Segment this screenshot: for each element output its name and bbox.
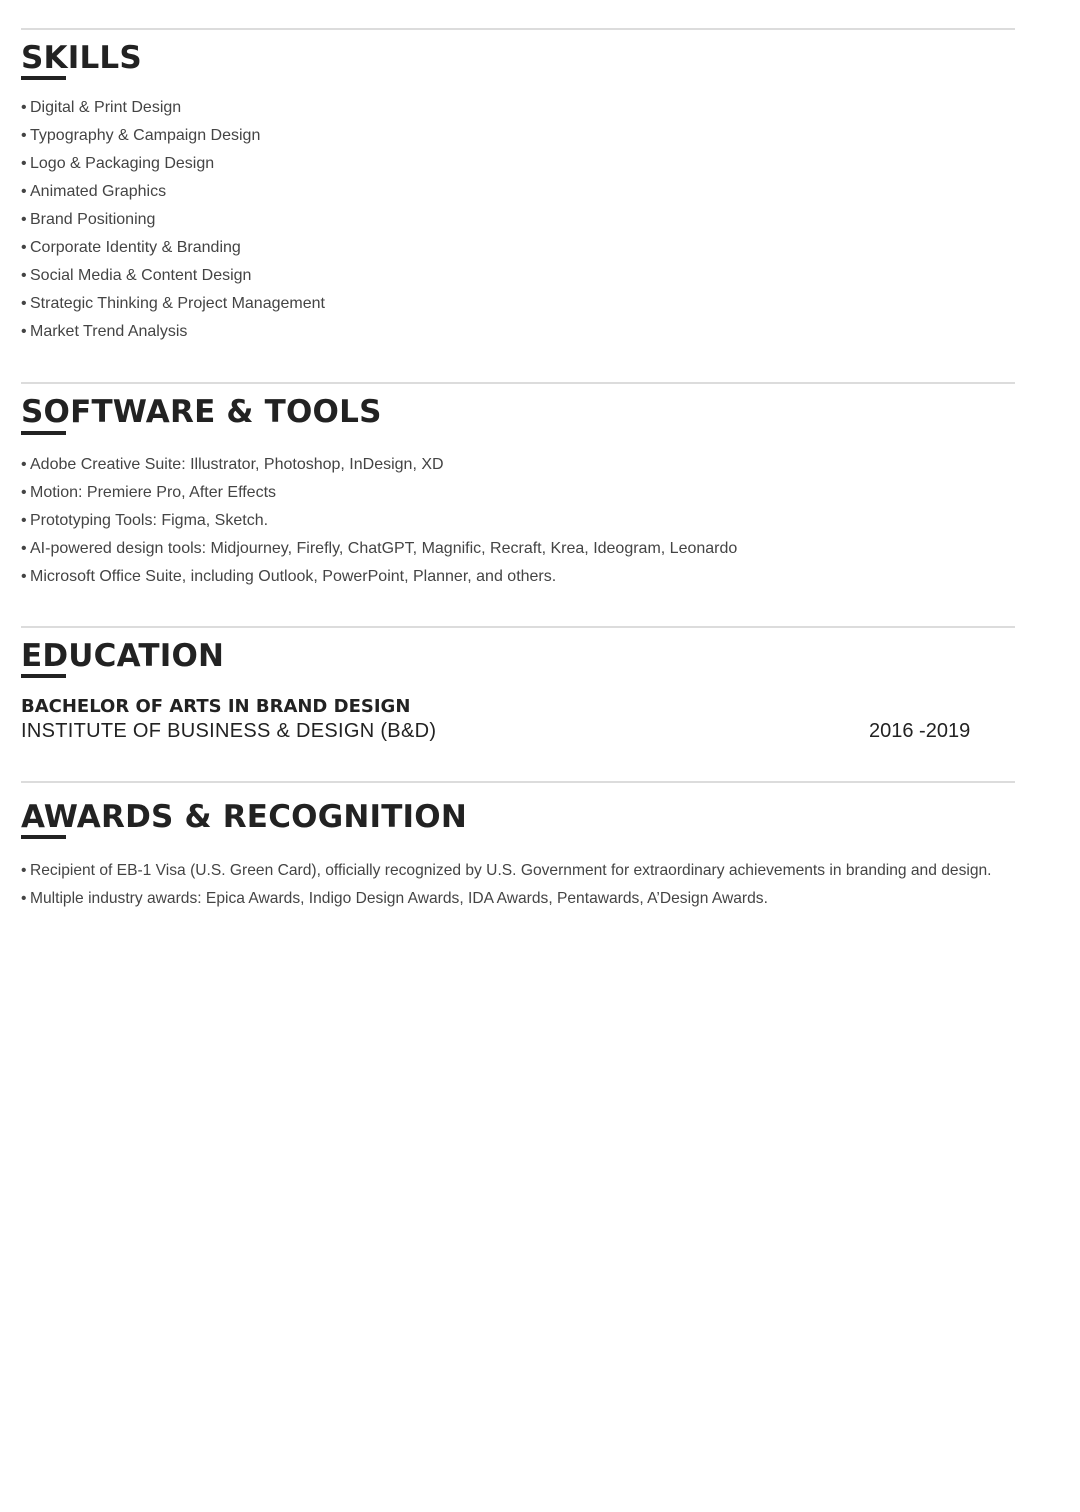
- list-item-text: AI-powered design tools: Midjourney, Firefly, ChatGPT, Magnific, Recraft, Krea, Ideogram, Leonardo: [30, 540, 738, 557]
- list-item: [21, 857, 992, 885]
- bullet-icon: •: [21, 456, 27, 473]
- list-item-text: Animated Graphics: [30, 183, 167, 200]
- education-degree: BACHELOR OF ARTS IN BRAND DESIGN: [21, 696, 411, 717]
- list-item-text: Recipient of EB-1 Visa (U.S. Green Card), officially recognized by U.S. Government for extraordinary achievements in branding and design.: [30, 862, 992, 879]
- list-item: [21, 122, 325, 150]
- list-item-text: Prototyping Tools: Figma, Sketch.: [30, 512, 269, 529]
- list-item: [21, 178, 325, 206]
- section-title-education: EDUCATION: [21, 638, 225, 674]
- list-item: [21, 290, 325, 318]
- bullet-icon: •: [21, 890, 27, 907]
- section-divider-awards: [21, 781, 1015, 783]
- list-item: [21, 206, 325, 234]
- section-title-underline: [21, 431, 66, 435]
- list-item: [21, 451, 737, 479]
- bullet-icon: •: [21, 127, 27, 144]
- bullet-icon: •: [21, 211, 27, 228]
- list-item: [21, 563, 737, 591]
- bullet-icon: •: [21, 295, 27, 312]
- list-item-text: Brand Positioning: [30, 211, 156, 228]
- list-item: [21, 535, 737, 563]
- bullet-icon: •: [21, 183, 27, 200]
- education-years: 2016 -2019: [869, 720, 971, 742]
- section-title-skills: SKILLS: [21, 40, 142, 76]
- skills-list: [21, 94, 325, 346]
- list-item-text: Strategic Thinking & Project Management: [30, 295, 325, 312]
- list-item-text: Corporate Identity & Branding: [30, 239, 241, 256]
- list-item-text: Multiple industry awards: Epica Awards, Indigo Design Awards, IDA Awards, Pentawards, A’Design Awards.: [30, 890, 768, 907]
- list-item-text: Market Trend Analysis: [30, 323, 188, 340]
- bullet-icon: •: [21, 155, 27, 172]
- section-title-underline: [21, 835, 66, 839]
- awards-list: [21, 857, 992, 913]
- section-divider-software: [21, 382, 1015, 384]
- bullet-icon: •: [21, 99, 27, 116]
- software-tools-list: [21, 451, 737, 591]
- list-item: [21, 262, 325, 290]
- bullet-icon: •: [21, 512, 27, 529]
- list-item: [21, 234, 325, 262]
- section-title-software-tools: SOFTWARE & TOOLS: [21, 394, 382, 430]
- list-item: [21, 94, 325, 122]
- bullet-icon: •: [21, 267, 27, 284]
- bullet-icon: •: [21, 484, 27, 501]
- list-item-text: Adobe Creative Suite: Illustrator, Photoshop, InDesign, XD: [30, 456, 444, 473]
- list-item-text: Logo & Packaging Design: [30, 155, 215, 172]
- list-item: [21, 507, 737, 535]
- education-school: INSTITUTE OF BUSINESS & DESIGN (B&D): [21, 720, 437, 742]
- list-item: [21, 318, 325, 346]
- bullet-icon: •: [21, 239, 27, 256]
- list-item-text: Social Media & Content Design: [30, 267, 252, 284]
- section-title-underline: [21, 76, 66, 80]
- list-item-text: Digital & Print Design: [30, 99, 182, 116]
- bullet-icon: •: [21, 540, 27, 557]
- list-item-text: Motion: Premiere Pro, After Effects: [30, 484, 277, 501]
- bullet-icon: •: [21, 568, 27, 585]
- list-item: [21, 150, 325, 178]
- list-item-text: Typography & Campaign Design: [30, 127, 261, 144]
- list-item: [21, 479, 737, 507]
- section-divider-skills: [21, 28, 1015, 30]
- list-item-text: Microsoft Office Suite, including Outlook, PowerPoint, Planner, and others.: [30, 568, 557, 585]
- section-title-underline: [21, 674, 66, 678]
- bullet-icon: •: [21, 323, 27, 340]
- section-divider-education: [21, 626, 1015, 628]
- section-title-awards: AWARDS & RECOGNITION: [21, 799, 467, 835]
- bullet-icon: •: [21, 862, 27, 879]
- list-item: [21, 885, 992, 913]
